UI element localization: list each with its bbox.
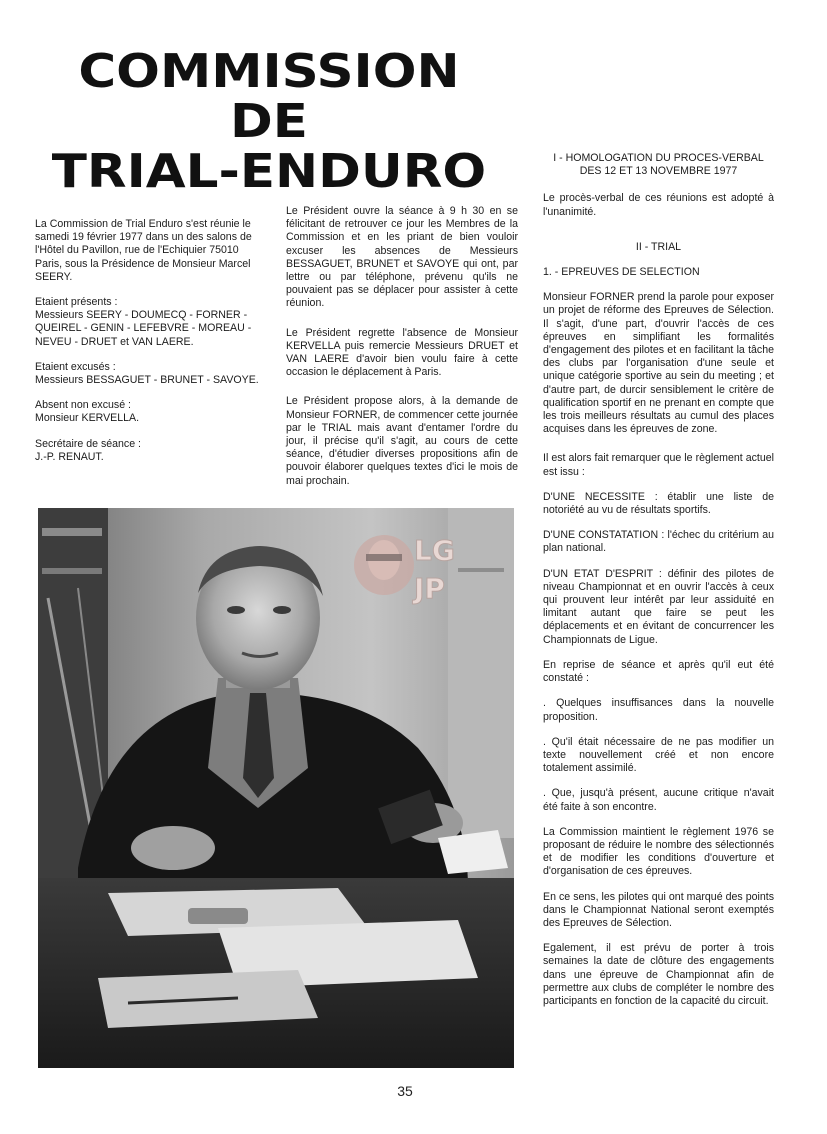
paragraph-reprise: En reprise de séance et après qu'il eut été constaté : <box>543 658 774 685</box>
paragraph-forner-project: Monsieur FORNER prend la parole pour exposer un projet de réforme des Epreuves de Sélection. Il s'agit, d'une part, d'ouvrir l'accès de ces épreuves en simplifiant les formalités d'engagement des pilotes et en facilitant la tâche des clubs par l'organisation d'une seule et unique catégorie sportive au sein du meeting ; et d'autre part, de durcir sensiblement le critère de qualification sportif en ne prenant en compte que les trois meilleurs résultats au cumul des places acquises dans les épreuves de zone. <box>543 291 774 436</box>
column-3 <box>543 152 774 1020</box>
paragraph-remark: Il est alors fait remarquer que le règlement actuel est issu : <box>543 452 774 478</box>
paragraph-constatation: D'UNE CONSTATATION : l'échec du critérium au plan national. <box>543 529 774 555</box>
title-line-1: COMMISSION <box>78 44 460 98</box>
watermark-logo <box>352 520 482 610</box>
presents-label: Etaient présents : <box>35 296 118 309</box>
absent-label: Absent non excusé : <box>35 399 131 412</box>
column-2 <box>286 205 518 500</box>
watermark-text-jp: JP <box>414 572 445 605</box>
excuses-label: Etaient excusés : <box>35 360 116 373</box>
paragraph-adoption: Le procès-verbal de ces réunions est adopté à l'unanimité. <box>543 192 774 218</box>
paragraph-reglement: La Commission maintient le règlement 1976 se proposant de réduire le nombre des sélectionnés et de modifier les conditions d'ouverture et d'organisation de ces épreuves. <box>543 825 774 878</box>
secretary-label: Secrétaire de séance : <box>35 437 141 450</box>
paragraph-opening: Le Président ouvre la séance à 9 h 30 en se félicitant de retrouver ce jour les Membres de la Commission et en les priant de bien vouloir excuser les absences de Messieurs BESSAGUET, BRUNET et SAVOYE qui ont, par lettre ou par téléphone, prévenu qu'ils ne pouvaient pas se déplacer pour assister à cette réunion. <box>286 205 518 310</box>
watermark-text-lg: LG <box>414 534 455 567</box>
paragraph-regrets: Le Président regrette l'absence de Monsieur KERVELLA puis remercie Messieurs DRUET et VAN LAERE d'avoir bien voulu faire à cette occasion le déplacement à Paris. <box>286 326 518 379</box>
paragraph-texte-nouveau: . Qu'il était nécessaire de ne pas modifier un texte nouvellement créé et non encore totalement assimilé. <box>543 735 774 775</box>
paragraph-insuffisances: . Quelques insuffisances dans la nouvelle proposition. <box>543 697 774 723</box>
paragraph-cloture: Egalement, il est prévu de porter à trois semaines la date de clôture des engagements dans une épreuve de Championnat afin de permettre aux clubs de compléter le nombre des participants en fonction de la capacité du circuit. <box>543 942 774 1007</box>
intro-paragraph: La Commission de Trial Enduro s'est réunie le samedi 19 février 1977 dans un des salons de l'Hôtel du Pavillon, rue de l'Echiquier 75010 Paris, sous la Présidence de Monsieur Marcel SEERY. <box>35 218 252 283</box>
secretary-name: J.-P. RENAUT. <box>35 450 104 463</box>
title-line-2: DE <box>230 94 308 148</box>
page-number: 35 <box>397 1083 413 1099</box>
section-heading-homologation: I - HOMOLOGATION DU PROCES-VERBAL DES 12 ET 13 NOVEMBRE 1977 <box>553 152 764 178</box>
paragraph-critique: . Que, jusqu'à présent, aucune critique n'avait été faite à son encontre. <box>543 787 774 813</box>
page-title <box>1 46 536 196</box>
title-line-3: TRIAL-ENDURO <box>51 144 487 198</box>
section-heading-trial: II - TRIAL <box>635 240 682 253</box>
excuses-list: Messieurs BESSAGUET - BRUNET - SAVOYE. <box>35 374 259 387</box>
section-heading-selection: 1. - EPREUVES DE SELECTION <box>543 266 700 279</box>
paragraph-exemptes: En ce sens, les pilotes qui ont marqué des points dans le Championnat National seront exemptés des Epreuves de Sélection. <box>543 890 774 929</box>
paragraph-necessite: D'UNE NECESSITE : établir une liste de notoriété au vu de résultats sportifs. <box>543 490 774 517</box>
presents-list: Messieurs SEERY - DOUMECQ - FORNER - QUEIREL - GENIN - LEFEBVRE - MOREAU - NEVEU - DRUET et VAN LAERE. <box>35 309 252 348</box>
paragraph-agenda: Le Président propose alors, à la demande de Monsieur FORNER, de commencer cette journée par le TRIAL mais avant d'entamer l'ordre du jour, il précise qu'il s'agit, au cours de cette séance, d'étudier diverses propositions afin de pouvoir élaborer quelques textes d'ici le mois de mai prochain. <box>286 395 518 487</box>
column-1 <box>35 218 268 476</box>
absent-name: Monsieur KERVELLA. <box>35 412 140 425</box>
paragraph-etat-esprit: D'UN ETAT D'ESPRIT : définir des pilotes de niveau Championnat et en ouvrir l'accès à ceux qui prouvent leur intérêt par leur assiduité en limitant autant que faire se peut les déplacements et en évitant de concurrencer les Championnats de Ligue. <box>543 567 774 646</box>
